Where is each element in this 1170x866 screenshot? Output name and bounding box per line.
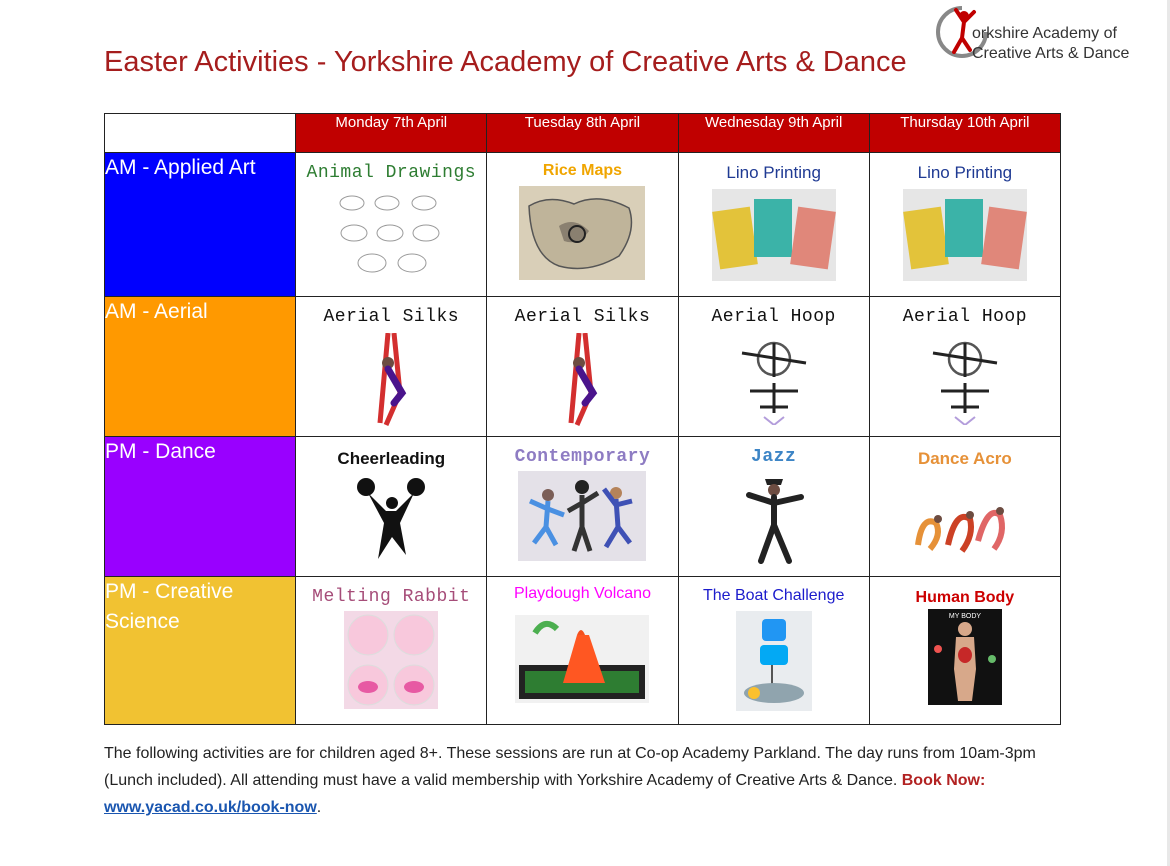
activity-title: Rice Maps	[542, 162, 623, 179]
activity-title: The Boat Challenge	[702, 587, 845, 604]
header-row	[105, 114, 1061, 153]
day-header: Wednesday 9th April	[678, 114, 869, 153]
table-row	[105, 437, 1061, 577]
activity-title: Lino Printing	[917, 163, 1013, 182]
day-header: Tuesday 8th April	[487, 114, 678, 153]
activity-cell	[869, 297, 1060, 437]
table-row	[105, 577, 1061, 725]
boat-challenge-image	[736, 611, 812, 711]
activity-cell	[487, 437, 678, 577]
row-label-dance: PM - Dance	[105, 437, 296, 577]
activity-cell	[296, 437, 487, 577]
logo-line-1: orkshire Academy of	[972, 25, 1117, 42]
activity-cell	[487, 577, 678, 725]
animal-sketch-image	[332, 189, 450, 281]
activity-cell	[678, 437, 869, 577]
activity-title: Human Body	[915, 589, 1015, 606]
activity-title: Melting Rabbit	[312, 587, 471, 607]
logo-line-2: Creative Arts & Dance	[972, 45, 1130, 62]
day-header: Thursday 10th April	[869, 114, 1060, 153]
footer-end: .	[316, 799, 322, 816]
activity-title: Jazz	[751, 447, 797, 467]
activity-cell	[296, 297, 487, 437]
melting-rabbit-image	[344, 611, 438, 709]
activity-title: Contemporary	[514, 447, 651, 467]
activity-title: Playdough Volcano	[513, 585, 651, 602]
aerial-hoop-image	[927, 333, 1003, 425]
table-row	[105, 297, 1061, 437]
activity-title: Cheerleading	[337, 449, 446, 468]
rice-map-image	[519, 186, 645, 280]
activity-title: Dance Acro	[917, 449, 1012, 468]
activity-cell	[678, 153, 869, 297]
activity-cell	[678, 297, 869, 437]
row-label-creative-science: PM - Creative Science	[105, 577, 296, 725]
jazz-dancer-image	[741, 473, 807, 565]
activity-cell	[487, 153, 678, 297]
activity-title: Animal Drawings	[306, 163, 477, 183]
book-now-label: Book Now:	[901, 772, 986, 789]
lino-print-image	[712, 189, 836, 281]
aerial-silks-image	[358, 333, 424, 429]
activity-title: Aerial Hoop	[902, 307, 1028, 327]
activity-cell	[296, 577, 487, 725]
book-now-link[interactable]: www.yacad.co.uk/book-now	[104, 799, 317, 816]
academy-logo	[934, 4, 1164, 66]
aerial-hoop-image	[736, 333, 812, 425]
activity-cell	[869, 437, 1060, 577]
corner-cell	[105, 114, 296, 153]
aerial-silks-image	[549, 333, 615, 429]
dance-acro-image	[908, 475, 1022, 555]
playdough-volcano-image	[515, 615, 649, 703]
page-title: Easter Activities - Yorkshire Academy of Creative Arts & Dance	[104, 46, 907, 78]
row-label-applied-art: AM - Applied Art	[105, 153, 296, 297]
activity-title: Aerial Hoop	[711, 307, 836, 327]
activity-cell	[678, 577, 869, 725]
footer-text: The following activities are for children aged 8+. These sessions are run at Co-op Academy Parkland. The day runs from 10am-3pm (Lunch included). All attending must have a valid membership with Yorkshire Academy of Creative Arts & Dance.	[104, 745, 1036, 789]
table-row	[105, 153, 1061, 297]
cheerleader-image	[356, 477, 426, 563]
footer-note	[104, 740, 1044, 821]
lino-print-image	[903, 189, 1027, 281]
human-body-image	[928, 609, 1002, 705]
contemporary-dancers-image	[518, 471, 646, 561]
activity-cell	[869, 153, 1060, 297]
row-label-aerial: AM - Aerial	[105, 297, 296, 437]
day-header: Monday 7th April	[296, 114, 487, 153]
my-body-caption: MY BODY	[948, 613, 981, 620]
activity-title: Aerial Silks	[323, 307, 460, 327]
activity-cell	[296, 153, 487, 297]
activity-title: Lino Printing	[726, 163, 821, 182]
activity-cell	[869, 577, 1060, 725]
activity-cell	[487, 297, 678, 437]
schedule-table	[104, 113, 1061, 725]
activity-title: Aerial Silks	[514, 307, 651, 327]
